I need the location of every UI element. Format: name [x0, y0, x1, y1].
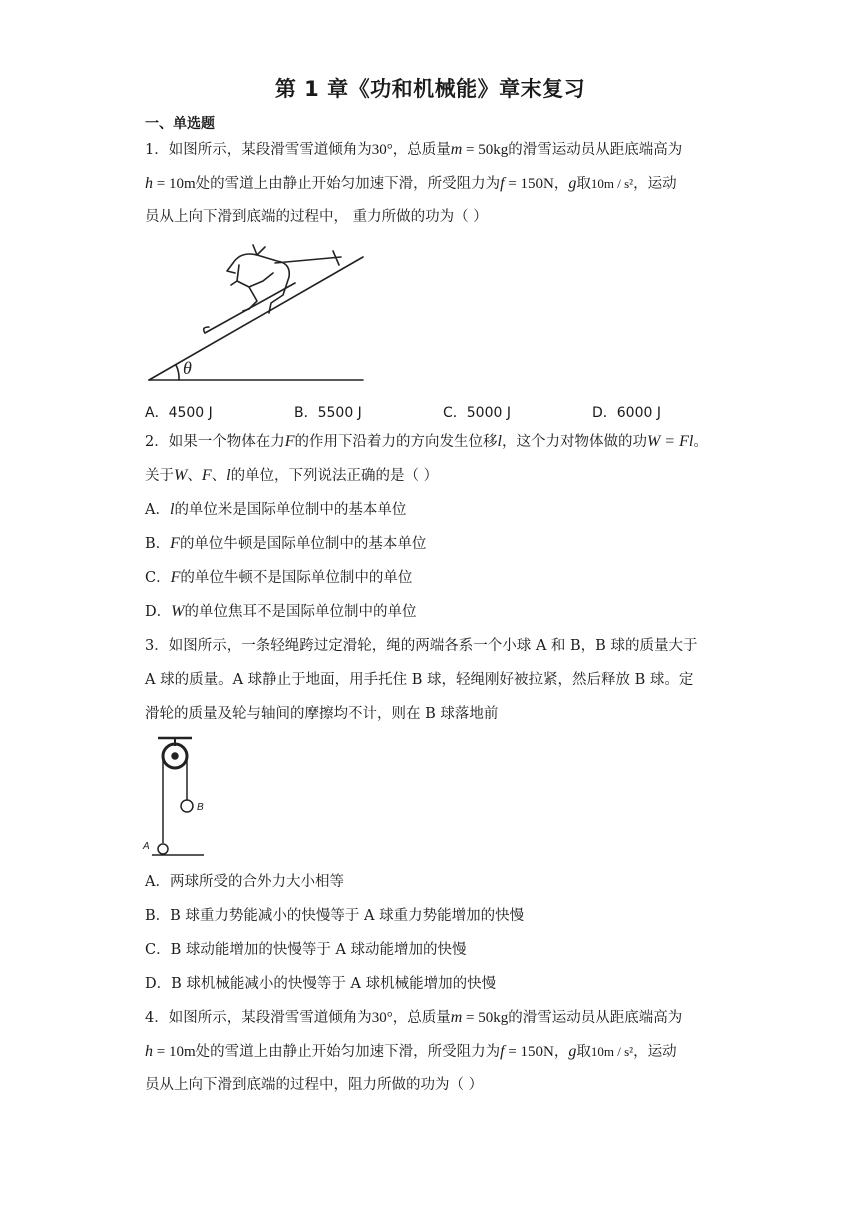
label-b: B: [197, 802, 204, 813]
slope-incline-line: [149, 257, 363, 380]
q3-option-a[interactable]: A．两球所受的合外力大小相等: [145, 874, 344, 890]
theta-label: θ: [183, 358, 192, 378]
question-1-line-2: h = 10m处的雪道上由静止开始匀加速下滑，所受阻力为f = 150N，g取10m / s²，运动: [145, 175, 677, 192]
question-3-line-3: 滑轮的质量及轮与轴间的摩擦均不计，则在 B 球落地前: [145, 706, 499, 722]
pulley-axle: [172, 753, 178, 759]
question-1-line-1: 1．如图所示，某段滑雪雪道倾角为30°，总质量m = 50kg的滑雪运动员从距底端高为: [145, 141, 683, 158]
ski-slope-figure: [145, 243, 370, 385]
q1-option-c[interactable]: C．5000 J: [443, 405, 511, 421]
question-4-line-3: 员从上向下滑到底端的过程中，阻力所做的功为（ ）: [145, 1077, 484, 1093]
angle-arc: [176, 365, 179, 380]
question-3-line-2: A 球的质量。A 球静止于地面，用手托住 B 球，轻绳刚好被拉紧，然后释放 B 球。定: [145, 672, 694, 688]
q2-option-c[interactable]: C．F的单位牛顿不是国际单位制中的单位: [145, 569, 413, 586]
q2-option-d[interactable]: D．W的单位焦耳不是国际单位制中的单位: [145, 603, 417, 620]
question-4-line-1: 4．如图所示，某段滑雪雪道倾角为30°，总质量m = 50kg的滑雪运动员从距底端高为: [145, 1009, 683, 1026]
question-1-line-3: 员从上向下滑到底端的过程中， 重力所做的功为（ ）: [145, 209, 488, 225]
ball-b: [181, 800, 193, 812]
q3-option-d[interactable]: D．B 球机械能减小的快慢等于 A 球机械能增加的快慢: [145, 976, 497, 992]
q1-option-b[interactable]: B．5500 J: [294, 405, 362, 421]
pulley-figure: [140, 734, 210, 860]
section-heading: 一、单选题: [145, 116, 215, 132]
label-a: A: [143, 841, 150, 852]
q2-option-b[interactable]: B．F的单位牛顿是国际单位制中的基本单位: [145, 535, 427, 552]
ball-a: [158, 844, 168, 854]
question-2-line-2: 关于W、F、l的单位，下列说法正确的是（ ）: [145, 467, 439, 484]
question-2-line-1: 2．如果一个物体在力F的作用下沿着力的方向发生位移l，这个力对物体做的功W = Fl。: [145, 433, 708, 450]
q1-option-d[interactable]: D．6000 J: [592, 405, 661, 421]
q3-option-c[interactable]: C．B 球动能增加的快慢等于 A 球动能增加的快慢: [145, 942, 467, 958]
q3-option-b[interactable]: B．B 球重力势能减小的快慢等于 A 球重力势能增加的快慢: [145, 908, 525, 924]
q1-option-a[interactable]: A．4500 J: [145, 405, 213, 421]
question-3-line-1: 3．如图所示，一条轻绳跨过定滑轮，绳的两端各系一个小球 A 和 B，B 球的质量大于: [145, 638, 698, 654]
q2-option-a[interactable]: A．l的单位米是国际单位制中的基本单位: [145, 501, 407, 518]
question-4-line-2: h = 10m处的雪道上由静止开始匀加速下滑，所受阻力为f = 150N，g取10m / s²，运动: [145, 1043, 677, 1060]
page-title: 第 1 章《功和机械能》章末复习: [274, 77, 586, 101]
